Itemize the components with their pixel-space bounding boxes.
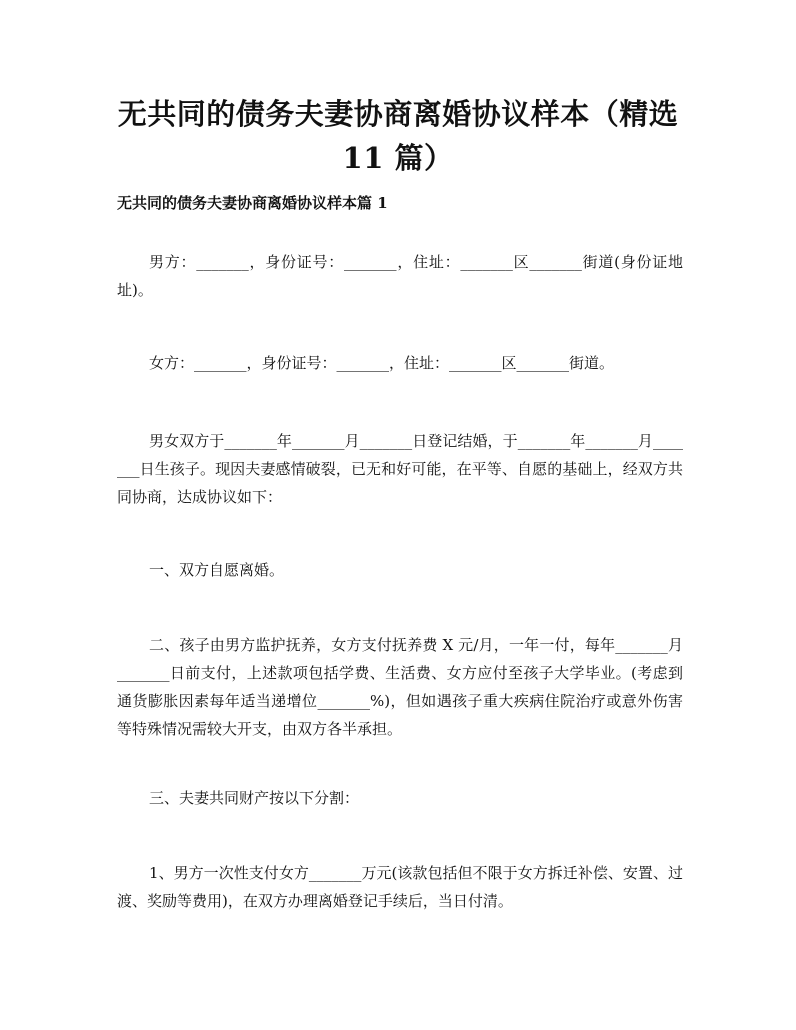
clause-3-item-1: 1、男方一次性支付女方_______万元(该款包括但不限于女方拆迁补偿、安置、过渡、奖励等费用)，在双方办理离婚登记手续后，当日付清。 — [117, 864, 683, 910]
document-title-line-1: 无共同的债务夫妻协商离婚协议样本（精选 — [117, 97, 679, 131]
paragraph-husband-info: 男方：_______，身份证号：_______，住址：_______区_______街道(身份证地址)。 — [117, 253, 683, 299]
document-title-line-2: 11 篇） — [342, 141, 454, 175]
section-heading: 无共同的债务夫妻协商离婚协议样本篇 1 — [117, 194, 388, 212]
paragraph-marriage-info: 男女双方于_______年_______月_______日登记结婚，于_______年_______月_______日生孩子。现因夫妻感情破裂，已无和好可能，在平等、自愿的基础上，经双方共同协商，达成协议如下： — [117, 432, 683, 506]
clause-1: 一、双方自愿离婚。 — [149, 561, 285, 579]
clause-2: 二、孩子由男方监护抚养，女方支付抚养费 X 元/月，一年一付，每年_______月_______日前支付，上述款项包括学费、生活费、女方应付至孩子大学毕业。(考虑到通货膨胀因素每年适当递增位_______%)，但如遇孩子重大疾病住院治疗或意外伤害等特殊情况需较大开支，由双方各半承担。 — [117, 636, 683, 738]
clause-3: 三、夫妻共同财产按以下分割： — [149, 789, 360, 807]
paragraph-wife-info: 女方：_______，身份证号：_______，住址：_______区_______街道。 — [149, 354, 615, 372]
